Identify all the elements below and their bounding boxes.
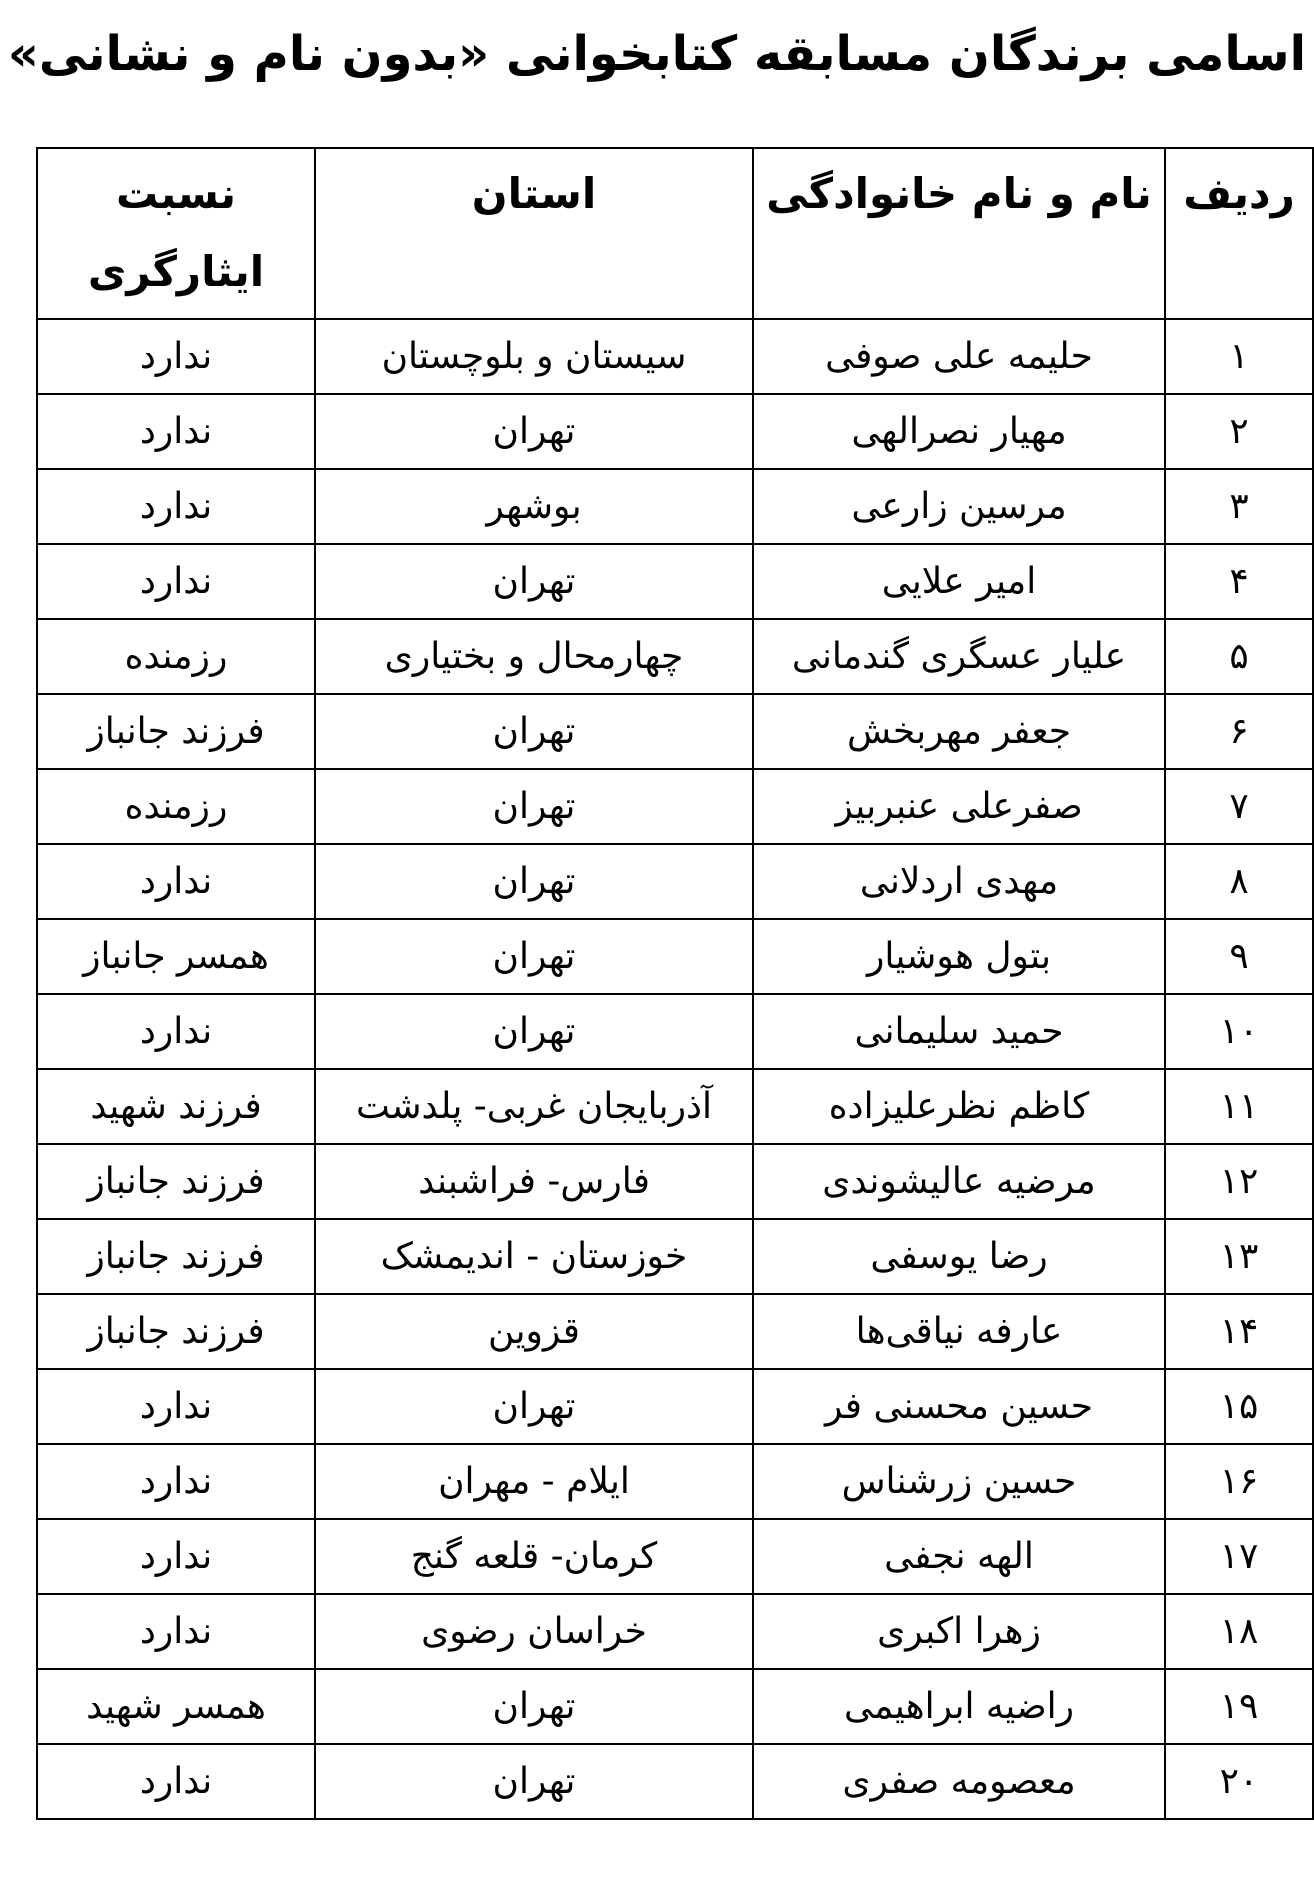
cell-full-name: حمید سلیمانی [753, 994, 1165, 1069]
header-row-number: ردیف [1165, 148, 1313, 319]
cell-row-number: ۵ [1165, 619, 1313, 694]
cell-province: آذربایجان غربی- پلدشت [315, 1069, 753, 1144]
cell-province: خوزستان - اندیمشک [315, 1219, 753, 1294]
cell-row-number: ۴ [1165, 544, 1313, 619]
winners-table [36, 147, 1314, 1820]
cell-row-number: ۱۶ [1165, 1444, 1313, 1519]
cell-row-number: ۹ [1165, 919, 1313, 994]
header-relation [37, 148, 315, 319]
cell-relation: فرزند جانباز [37, 1144, 315, 1219]
cell-province: تهران [315, 994, 753, 1069]
cell-row-number: ۱۸ [1165, 1594, 1313, 1669]
cell-relation: ندارد [37, 994, 315, 1069]
table-row [37, 619, 1313, 694]
cell-relation: ندارد [37, 469, 315, 544]
cell-relation: فرزند جانباز [37, 694, 315, 769]
cell-relation: فرزند جانباز [37, 1294, 315, 1369]
cell-province: سیستان و بلوچستان [315, 319, 753, 394]
cell-province: کرمان- قلعه گنج [315, 1519, 753, 1594]
table-row [37, 994, 1313, 1069]
page-title: اسامی برندگان مسابقه کتابخوانی «بدون نام و نشانی» [7, 26, 1307, 82]
cell-full-name: کاظم نظرعلیزاده [753, 1069, 1165, 1144]
cell-province: تهران [315, 1369, 753, 1444]
cell-relation: ندارد [37, 394, 315, 469]
cell-province: تهران [315, 394, 753, 469]
header-relation-line1: نسبت [115, 169, 237, 218]
table-row [37, 1294, 1313, 1369]
cell-full-name: عارفه نیاقی‌ها [753, 1294, 1165, 1369]
table-row [37, 1219, 1313, 1294]
table-row [37, 1519, 1313, 1594]
cell-relation: ندارد [37, 544, 315, 619]
cell-province: تهران [315, 1669, 753, 1744]
cell-relation: ندارد [37, 1444, 315, 1519]
cell-full-name: مرضیه عالیشوندی [753, 1144, 1165, 1219]
cell-province: تهران [315, 844, 753, 919]
cell-row-number: ۱۳ [1165, 1219, 1313, 1294]
cell-full-name: رضا یوسفی [753, 1219, 1165, 1294]
cell-row-number: ۱۵ [1165, 1369, 1313, 1444]
table-row [37, 1369, 1313, 1444]
cell-full-name: مهیار نصرالهی [753, 394, 1165, 469]
table-row [37, 1744, 1313, 1819]
cell-province: تهران [315, 769, 753, 844]
cell-row-number: ۳ [1165, 469, 1313, 544]
cell-relation: ندارد [37, 1744, 315, 1819]
header-full-name: نام و نام خانوادگی [753, 148, 1165, 319]
cell-full-name: علیار عسگری گندمانی [753, 619, 1165, 694]
cell-full-name: حسین محسنی فر [753, 1369, 1165, 1444]
table-row [37, 469, 1313, 544]
header-province: استان [315, 148, 753, 319]
table-body [37, 319, 1313, 1819]
cell-province: تهران [315, 694, 753, 769]
cell-full-name: حسین زرشناس [753, 1444, 1165, 1519]
cell-full-name: صفرعلی عنبربیز [753, 769, 1165, 844]
cell-row-number: ۱۹ [1165, 1669, 1313, 1744]
cell-full-name: امیر علایی [753, 544, 1165, 619]
cell-relation: رزمنده [37, 619, 315, 694]
cell-relation: همسر شهید [37, 1669, 315, 1744]
cell-full-name: زهرا اکبری [753, 1594, 1165, 1669]
cell-full-name: مهدی اردلانی [753, 844, 1165, 919]
cell-province: تهران [315, 919, 753, 994]
table-row [37, 1669, 1313, 1744]
cell-full-name: معصومه صفری [753, 1744, 1165, 1819]
cell-relation: ندارد [37, 319, 315, 394]
cell-row-number: ۱ [1165, 319, 1313, 394]
cell-relation: ندارد [37, 1519, 315, 1594]
cell-row-number: ۲۰ [1165, 1744, 1313, 1819]
cell-province: قزوین [315, 1294, 753, 1369]
cell-row-number: ۱۷ [1165, 1519, 1313, 1594]
cell-row-number: ۱۱ [1165, 1069, 1313, 1144]
cell-full-name: مرسین زارعی [753, 469, 1165, 544]
table-row [37, 1594, 1313, 1669]
cell-relation: رزمنده [37, 769, 315, 844]
table-row [37, 319, 1313, 394]
cell-relation: ندارد [37, 1369, 315, 1444]
cell-row-number: ۷ [1165, 769, 1313, 844]
cell-province: تهران [315, 1744, 753, 1819]
cell-full-name: الهه نجفی [753, 1519, 1165, 1594]
cell-row-number: ۱۰ [1165, 994, 1313, 1069]
cell-full-name: جعفر مهربخش [753, 694, 1165, 769]
cell-relation: ندارد [37, 1594, 315, 1669]
cell-relation: ندارد [37, 844, 315, 919]
cell-row-number: ۱۴ [1165, 1294, 1313, 1369]
cell-full-name: حلیمه علی صوفی [753, 319, 1165, 394]
table-row [37, 919, 1313, 994]
cell-row-number: ۸ [1165, 844, 1313, 919]
cell-province: فارس- فراشبند [315, 1144, 753, 1219]
cell-province: تهران [315, 544, 753, 619]
cell-province: چهارمحال و بختیاری [315, 619, 753, 694]
cell-full-name: بتول هوشیار [753, 919, 1165, 994]
cell-row-number: ۶ [1165, 694, 1313, 769]
table-row [37, 1444, 1313, 1519]
table-row [37, 844, 1313, 919]
cell-full-name: راضیه ابراهیمی [753, 1669, 1165, 1744]
cell-row-number: ۲ [1165, 394, 1313, 469]
cell-province: بوشهر [315, 469, 753, 544]
table-row [37, 1144, 1313, 1219]
cell-relation: همسر جانباز [37, 919, 315, 994]
cell-row-number: ۱۲ [1165, 1144, 1313, 1219]
table-row [37, 694, 1313, 769]
table-row [37, 544, 1313, 619]
table-row [37, 769, 1313, 844]
table-row [37, 394, 1313, 469]
header-relation-line2: ایثارگری [87, 247, 265, 296]
cell-relation: فرزند جانباز [37, 1219, 315, 1294]
cell-province: ایلام - مهران [315, 1444, 753, 1519]
cell-relation: فرزند شهید [37, 1069, 315, 1144]
table-header-row [37, 148, 1313, 319]
table-row [37, 1069, 1313, 1144]
cell-province: خراسان رضوی [315, 1594, 753, 1669]
